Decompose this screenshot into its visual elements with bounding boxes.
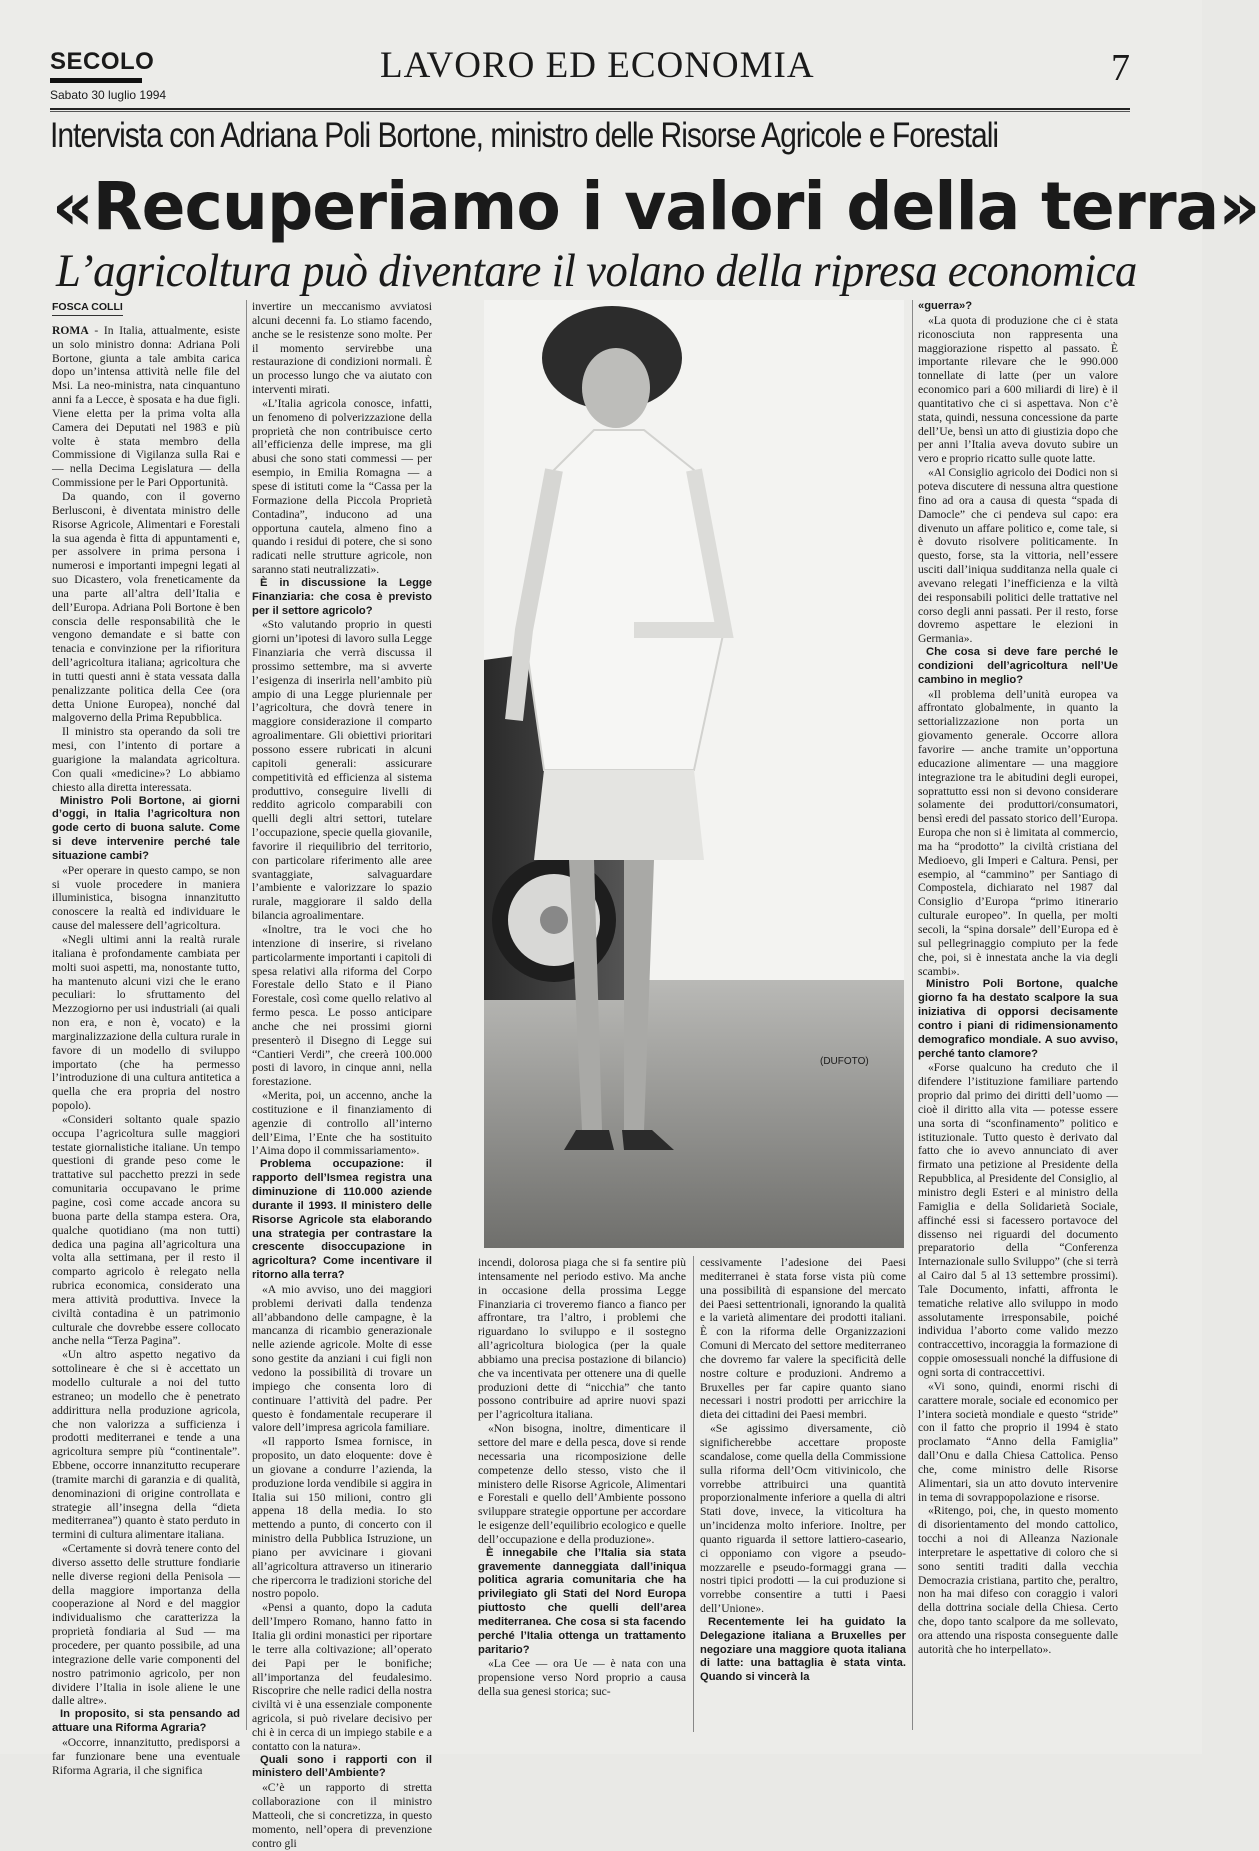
author-byline: FOSCA COLLI: [52, 301, 123, 316]
column-rule: [693, 1256, 694, 1732]
paragraph: «C’è un rapporto di stretta collaborazione con il ministro Matteoli, che si concretizza, in questo momento, nell’opera di prevenzione contro gli: [252, 1781, 432, 1850]
paragraph: invertire un meccanismo avviatosi alcuni decenni fa. Lo stiamo facendo, anche se le resistenze sono molte. Per il momento servirebbe una restaurazione di condizioni normali. È un processo lungo che va aiutato con interventi mirati.: [252, 300, 432, 397]
photo-credit: (DUFOTO): [820, 1056, 869, 1067]
question: Ministro Poli Bortone, qualche giorno fa ha destato scalpore la sua iniziativa di opporsi decisamente contro i piani di ridimensionamento demografico mondiale. A suo avviso, perché tanto clamore?: [918, 978, 1118, 1060]
question: Quali sono i rapporti con il ministero dell’Ambiente?: [252, 1753, 432, 1780]
portrait-photo: [484, 300, 904, 1248]
paragraph: «L’Italia agricola conosce, infatti, un fenomeno di polverizzazione della proprietà che non contribuisce certo all’efficienza delle imprese, ma gli abusi che sono stati commessi — per esempio, in Emilia Romagna — a spese di istituti come la “Cassa per la Formazione della Piccola Proprietà Contadina”, inducono ad una opportuna cautela, almeno fino a quando i residui di potere, che si sono radicati nelle strutture agricole, non saranno stati neutralizzati».: [252, 396, 432, 577]
paragraph: «Per operare in questo campo, se non si vuole procedere in maniera illuministica, bisogna innanzitutto conoscere la realtà ed individuare le cause del malessere dell’agricoltura.: [52, 863, 240, 933]
lead-text: - In Italia, attualmente, esiste un solo ministro donna: Adriana Poli Bortone, giunta a tale ambita carica dopo un’intensa attività nelle file del Msi. La neo-ministra, nata cinquantuno anni fa a Lecce, è sposata e ha due figli. Viene eletta per la prima volta alla Camera dei Deputati nel 1983 e più volte è stata membro della Commissione di Vigilanza sulla Rai e — nella Decima Legislatura — della Commissione per le Pari Opportunità.: [52, 323, 240, 490]
question: Che cosa si deve fare perché le condizioni dell’agricoltura nell’Ue cambino in meglio?: [918, 646, 1118, 686]
paragraph: «Il rapporto Ismea fornisce, in proposito, un dato eloquente: dove è un giovane a condurre l’azienda, la produzione lorda vendibile si aggira in Italia sui 150 milioni, contro gli appena 18 della media. Io sto mettendo a punto, di concerto con il ministro della Pubblica Istruzione, un piano per avvicinare i giovani all’agricoltura attraverso un itinerario che ripercorra le tradizioni storiche del nostro popolo.: [252, 1435, 432, 1601]
paragraph: «Certamente si dovrà tenere conto del diverso assetto delle strutture fondiarie nelle diverse regioni della Penisola — della maggiore importanza della cooperazione al Nord e del maggior individualismo che caratterizza la proprietà fondiaria al Sud — ma procedere, per quanto possibile, ad una integrazione delle varie componenti del nostro patrimonio agricolo, per non dividere l’Italia in isole aliene le une dalle altre».: [52, 1542, 240, 1708]
paper-name: SECOLO: [50, 48, 155, 75]
paragraph: Da quando, con il governo Berlusconi, è diventata ministro delle Risorse Agricole, Alimentari e Forestali la sua agenda è fitta di appuntamenti e, per assolvere in prima persona i numerosi e importanti impegni legati al suo Dicastero, vola freneticamente da una parte all’altra dell’Italia e dell’Europa. Adriana Poli Bortone è ben conscia delle responsabilità che le vengono demandate e si batte con tenacia e convinzione per la rifioritura dell’agricoltura italiana; agricoltura che in tutti questi anni è stata vessata dalla penalizzante politica della Cee (ora detta Unione Europea), nonché dal malgoverno della Prima Repubblica.: [52, 489, 240, 725]
paragraph: «Consideri soltanto quale spazio occupa l’agricoltura sulle maggiori testate giornalistiche italiane. Un tempo questioni di grande peso come le trattative sul pacchetto prezzi in sede comunitaria occupavano le prime pagine, così come accade ancora su buona parte della stampa estera. Ora, qualche quotidiano (ma non tutti) dedica una pagina all’agricoltura una volta alla settimana, per il resto il comparto agricolo è relegato nella rubrica economica, considerato una mera attività produttiva. Invece la civiltà contadina è un patrimonio culturale che dovrebbe essere collocato anche nella “Terza Pagina”.: [52, 1112, 240, 1348]
paragraph: «La quota di produzione che ci è stata riconosciuta non rappresenta una maggiorazione rispetto al passato. È importante rilevare che le 990.000 tonnellate di latte (per un valore economico pari a 600 miliardi di lire) è il quantitativo che ci si aspettava. Non c’è stata, quindi, nessuna concessione da parte dell’Ue, bensì un atto di giustizia dopo che per anni l’Italia aveva dovuto subire un vero e proprio ricatto sulle quote latte.: [918, 313, 1118, 466]
question: Ministro Poli Bortone, ai giorni d’oggi, in Italia l’agricoltura non gode certo di buona salute. Come si deve intervenire perché tale situazione cambi?: [52, 794, 240, 862]
section-title: LAVORO ED ECONOMIA: [380, 45, 815, 86]
top-rule: [50, 108, 1130, 110]
paragraph: «Negli ultimi anni la realtà rurale italiana è profondamente cambiata per molti suoi aspetti, ma, nonostante tutto, ha mantenuto alcuni vizi che le erano peculiari: lo sfruttamento del Mezzogiorno per usi industriali (ai quali non era, e non è, vocato) e la marginalizzazione della cultura rurale in favore di un modello di sviluppo importato (che ha permesso l’introduzione di una cultura antitetica a quella che era propria del nostro popolo).: [52, 932, 240, 1113]
article-column-2: [252, 300, 432, 1850]
column-rule: [912, 300, 913, 1730]
paragraph: «Se agissimo diversamente, ciò significherebbe accettare proposte scandalose, come quella della Commissione sulla riforma dell’Ocm vitivinicolo, che vorrebbe attribuirci una quantità proporzionalmente inferiore a quella di altri Stati dove, invece, la viticoltura ha un’incidenza molto inferiore. Inoltre, per quanto riguarda il settore lattiero-caseario, ci opponiamo con vigore a pseudo-mozzarelle e pseudo-formaggi grana — nostri tipici prodotti — la cui produzione si vorrebbe consentire a tutti i Paesi dell’Unione».: [700, 1422, 906, 1616]
paper-name-bar: [50, 78, 142, 83]
paragraph: «Merita, poi, un accenno, anche la costituzione e il finanziamento di agenzie di controllo all’interno dell’Eima, l’Ente che ha sostituito l’Aima dopo il commissariamento».: [252, 1089, 432, 1158]
paragraph: «Sto valutando proprio in questi giorni un’ipotesi di lavoro sulla Legge Finanziaria che verrà discussa il prossimo settembre, ma si avverte l’esigenza di inserirla nell’ambito più ampio di una Legge pluriennale per l’agricoltura, che dovrà tenere in maggiore considerazione il comparto agroalimentare. Gli obiettivi prioritari possono essere rubricati in alcuni capitoli generali: assicurare competitività ed efficienza al sistema produttivo, conseguire livelli di reddito agricolo comparabili con quelli degli altri settori, tutelare l’occupazione, specie quella giovanile, favorire il riequilibrio del territorio, con particolare riferimento alle aree svantaggiate, salvaguardare l’ambiente e valorizzare lo spazio rurale, maggiorare il saldo della bilancia agroalimentare.: [252, 618, 432, 923]
column-rule: [246, 300, 247, 1730]
paragraph: «Il problema dell’unità europea va affrontato globalmente, in quanto la settorializzazione non porta un giovamento generale. Occorre allora favorire — anche tramite un’opportuna educazione alimentare — una maggiore integrazione tra le abitudini degli europei, soprattutto essi non si devono considerare solamente dei produttori/consumatori, bensì eredi del passato storico dell’Europa. Europa che non si è limitata al commercio, ma ha “prodotto” la civiltà cristiana del Medioevo, gli Imperi e Caltura. Pensi, per esempio, al “cammino” per Santiago di Compostela, dichiarato nel 1987 dal Consiglio d’Europa “primo itinerario culturale europeo”. In quella, per molti secoli, la “spina dorsale” dell’Europa ed è sul pellegrinaggio compiuto per la fede che, poi, si è innestata anche la via degli scambi».: [918, 687, 1118, 978]
paragraph: «Occorre, innanzitutto, predisporsi a far funzionare bene una eventuale Riforma Agraria, il che significa: [52, 1735, 240, 1777]
question: Problema occupazione: il rapporto dell’Ismea registra una diminuzione di 110.000 aziende durante il 1993. Il ministero delle Risorse Agricole sta elaborando una strategia per contrastare la crescente disoccupazione in agricoltura? Come incentivare il ritorno alla terra?: [252, 1158, 432, 1282]
subheadline: L’agricoltura può diventare il volano della ripresa economica: [56, 245, 1137, 297]
question: In proposito, si sta pensando ad attuare una Riforma Agraria?: [52, 1708, 240, 1735]
paragraph: «Inoltre, tra le voci che ho intenzione di inserire, si rivelano particolarmente importanti i capitoli di spesa relativi alla riforma del Corpo Forestale dello Stato e il Piano Forestale, così come quello relativo al fermo pesca. Le posso anticipare anche che nei prossimi giorni presenterò il Disegno di Legge sui “Cantieri Verdi”, che creerà 100.000 posti di lavoro, in cinque anni, nella forestazione.: [252, 922, 432, 1089]
question-end: «guerra»?: [918, 300, 973, 312]
article-column-1: [52, 300, 240, 1777]
issue-date: Sabato 30 luglio 1994: [50, 88, 167, 102]
paragraph: «Forse qualcuno ha creduto che il difendere l’istituzione familiare partendo proprio dal primo dei diritti dell’uomo — cioè il diritto alla vita — potesse essere una sorta di “sconfinamento” politico e istituzionale. Tutto questo è derivato dal fatto che io avevo annunciato di aver firmato una petizione al Presidente della Repubblica, al Presidente del Consiglio, al ministro degli Esteri e al ministro della Famiglia e della Solidarietà Sociale, affinché essi si facessero portavoce del dissenso nei riguardi del documento preparatorio della “Conferenza Internazionale sullo Sviluppo” (che si terrà al Cairo dal 5 al 13 settembre prossimi). Tale Documento, infatti, affronta le tematiche relative allo sviluppo in modo assolutamente irresponsabile, poiché individua l’aborto come valido mezzo contraccettivo, incoraggia la formazione di coppie omosessuali nonché la diffusione di ogni sorta di contraccettivi.: [918, 1061, 1118, 1379]
top-rule-thin: [50, 111, 1130, 112]
dateline: ROMA: [52, 323, 89, 337]
question: Recentemente lei ha guidato la Delegazione italiana a Bruxelles per negoziare una maggiore quota italiana di latte: una battaglia è stata vinta. Quando si vincerà la: [700, 1615, 906, 1684]
page-number: 7: [1111, 47, 1130, 89]
paragraph: «Un altro aspetto negativo da sottolineare è che si è accettato un modello culturale a noi del tutto estraneo; un modello che è penetrato addirittura nella produzione agricola, che non valorizza a sufficienza i prodotti mediterranei e tende a una agricoltura sempre più “continentale”. Ebbene, occorre innanzitutto recuperare (tramite marchi di garanzia e di qualità, denominazioni di origine controllata e strategie all’insegna della “dieta mediterranea”) quanto è stato perduto in termini di cultura alimentare italiana.: [52, 1348, 240, 1542]
lead-paragraph: [52, 324, 240, 490]
paragraph: «Ritengo, poi, che, in questo momento di disorientamento del mondo cattolico, tocchi a noi di Alleanza Nazionale interpretare le aspettative di coloro che si sono sentiti traditi dalla vecchia Democrazia cristiana, partito che, peraltro, non ha mai difeso con coraggio i valori della dottrina sociale della Chiesa. Certo che, dopo tanto scalpore da me sollevato, ora attendo una risposta conseguente dalle autorità che ho interpellato».: [918, 1504, 1118, 1656]
article-column-5: [918, 300, 1118, 1730]
masthead: [50, 44, 1130, 108]
photo-illustration: [484, 300, 904, 1248]
paragraph: «Pensi a quanto, dopo la caduta dell’Impero Romano, hanno fatto in Italia gli ordini monastici per riportare le terre alla coltivazione; all’operato dei Papi per le bonifiche; all’importanza del feudalesimo. Riscoprire che nelle radici della nostra civiltà vi è una essenziale componente agricola, si può rivelare decisivo per chi è in cerca di un impiego stabile e a contatto con la natura».: [252, 1601, 432, 1753]
kicker: Intervista con Adriana Poli Bortone, ministro delle Risorse Agricole e Forestali: [50, 116, 999, 155]
paragraph: cessivamente l’adesione dei Paesi mediterranei è stata forse vista più come una possibilità di espansione del mercato dei Paesi settentrionali, ignorando la qualità e la varietà alimentare dei prodotti italiani. È con la riforma delle Organizzazioni Comuni di Mercato del settore mediterraneo che dovremo far valere la specificità delle nostre colture e produzioni. Andremo a Bruxelles per far capire quanto siano necessari i nostri prodotti per arricchire la dieta dei cittadini dei Paesi membri.: [700, 1256, 906, 1422]
question: È in discussione la Legge Finanziaria: che cosa è previsto per il settore agricolo?: [252, 576, 432, 617]
paragraph: «A mio avviso, uno dei maggiori problemi derivati dalla tendenza all’abbandono delle campagne, è la mancanza di ricambio generazionale nelle aziende agricole. Molte di esse sono gestite da anziani i cui figli non vedono la possibilità di trovare un impiego che consenta loro di continuare l’attività del padre. Per questo è fondamentale recuperare il valore dell’impresa agricola familiare.: [252, 1282, 432, 1435]
paragraph: «Al Consiglio agricolo dei Dodici non si poteva discutere di nessuna altra questione fino ad ora a causa di questa “spada di Damocle” che ci pendeva sul capo: era divenuto un affare politico e, come tale, si è dovuto risolvere politicamente. In questo, forse, sta la vittoria, nell’essere usciti dall’iniqua sudditanza nella quale ci avevano relegati l’inefficienza e la viltà dei responsabili politici delle trattative nel corso degli anni passati. Per il resto, forse dovremo aspettare le elezioni in Germania».: [918, 466, 1118, 646]
article-column-4: [700, 1256, 906, 1732]
paragraph: «Vi sono, quindi, enormi rischi di carattere morale, sociale ed economico per l’intera società mondiale e questo “stride” con il fatto che proprio il 1994 è stato proclamato “Anno della Famiglia” dall’Onu e dalla Chiesa Cattolica. Penso che, come ministro delle Risorse Alimentari, sia un atto dovuto intervenire in tema di sovrappopolazione e risorse.: [918, 1379, 1118, 1504]
headline: «Recuperiamo i valori della terra»: [52, 168, 1259, 245]
paragraph: «La Cee — ora Ue — è nata con una propensione verso Nord proprio a causa della sua genesi storica; suc-: [478, 1657, 686, 1699]
question: È innegabile che l’Italia sia stata gravemente danneggiata dall’iniqua politica agraria comunitaria che ha privilegiato gli Stati del Nord Europa piuttosto che quelli dell’area mediterranea. Che cosa si sta facendo perché l’Italia ottenga un trattamento paritario?: [478, 1546, 686, 1656]
paragraph: Il ministro sta operando da soli tre mesi, con l’intento di portare a guarigione la malandata agricoltura. Con quali «medicine»? Lo abbiamo chiesto alla diretta interessata.: [52, 725, 240, 794]
paragraph: «Non bisogna, inoltre, dimenticare il settore del mare e della pesca, dove si rende necessaria una ricomposizione delle competenze dello stesso, visto che il ministero delle Risorse Agricole, Alimentari e Forestali e quello dell’Ambiente possono sviluppare strategie opportune per accordare le esigenze dell’equilibrio ecologico e quelle dell’occupazione e della produzione».: [478, 1422, 686, 1546]
article-column-3: [478, 1256, 686, 1732]
paragraph: incendi, dolorosa piaga che si fa sentire più intensamente nel periodo estivo. Ma anche in occasione della prossima Legge Finanziaria ci troveremo fianco a fianco per affrontare, tra l’altro, i problemi che riguardano lo sviluppo e il sostegno all’agricoltura biologica (per la quale abbiamo una precisa postazione di bilancio) che va incentivata per ottenere una di quelle produzioni dette di “nicchia” che tanto possono contribuire ad aprire nuovi spazi per l’agricoltura italiana.: [478, 1256, 686, 1422]
